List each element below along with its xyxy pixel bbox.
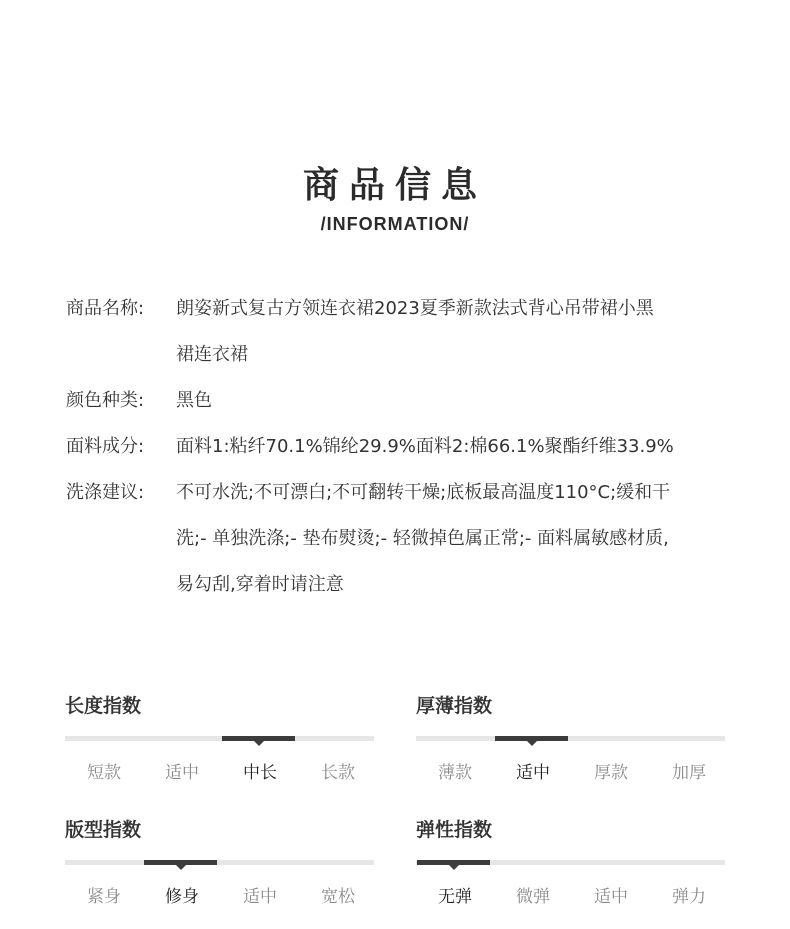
info-row-name <box>66 286 746 378</box>
pointer-icon <box>449 865 459 870</box>
index-title: 厚薄指数 <box>416 695 493 717</box>
info-label: 面料成分: <box>66 436 145 457</box>
index-track <box>65 736 374 741</box>
index-option: 长款 <box>321 763 355 783</box>
index-option: 薄款 <box>438 763 472 783</box>
index-option: 弹力 <box>672 887 706 907</box>
info-value <box>176 424 736 470</box>
index-option: 短款 <box>87 763 121 783</box>
info-value-line: 黑色 <box>176 390 212 411</box>
index-option: 适中 <box>594 887 628 907</box>
index-track <box>416 736 725 741</box>
info-value-line: 裙连衣裙 <box>176 344 248 365</box>
info-row-fabric <box>66 424 746 470</box>
pointer-icon <box>176 865 186 870</box>
info-row-care <box>66 470 746 608</box>
info-label: 商品名称: <box>66 298 145 319</box>
index-track <box>65 860 374 865</box>
section-subtitle: /INFORMATION/ <box>320 214 470 234</box>
index-option: 适中 <box>165 763 199 783</box>
index-option: 加厚 <box>672 763 706 783</box>
index-option: 宽松 <box>321 887 355 907</box>
info-row-color <box>66 378 746 424</box>
fit-index <box>65 815 374 907</box>
thickness-index <box>416 691 725 783</box>
pointer-icon <box>254 741 264 746</box>
index-title: 版型指数 <box>65 819 142 841</box>
info-value <box>176 378 736 424</box>
index-track <box>416 860 725 865</box>
index-selected-marker <box>222 736 295 741</box>
info-value-line: 洗;- 单独洗涤;- 垫布熨烫;- 轻微掉色属正常;- 面料属敏感材质, <box>176 528 669 549</box>
info-value <box>176 286 736 378</box>
info-value-line: 易勾刮,穿着时请注意 <box>176 574 344 595</box>
info-value-line: 不可水洗;不可漂白;不可翻转干燥;底板最高温度110°C;缓和干 <box>176 482 671 503</box>
index-option: 微弹 <box>516 887 550 907</box>
info-value <box>176 470 736 608</box>
index-option: 厚款 <box>594 763 628 783</box>
index-title: 长度指数 <box>65 695 142 717</box>
index-selected-marker <box>417 860 490 865</box>
product-info-list <box>66 286 746 608</box>
index-title: 弹性指数 <box>416 819 493 841</box>
info-label: 颜色种类: <box>66 390 145 411</box>
index-option: 适中 <box>516 763 550 783</box>
index-option: 无弹 <box>438 887 472 907</box>
length-index <box>65 691 374 783</box>
index-option: 修身 <box>165 887 199 907</box>
info-value-line: 朗姿新式复古方领连衣裙2023夏季新款法式背心吊带裙小黑 <box>176 298 654 319</box>
info-value-line: 面料1:粘纤70.1%锦纶29.9%面料2:棉66.1%聚酯纤维33.9% <box>176 436 674 457</box>
index-selected-marker <box>144 860 217 865</box>
info-label: 洗涤建议: <box>66 482 145 503</box>
index-option: 中长 <box>243 763 277 783</box>
section-title: 商品信息 <box>302 165 487 206</box>
pointer-icon <box>527 741 537 746</box>
elasticity-index <box>416 815 725 907</box>
index-selected-marker <box>495 736 568 741</box>
index-option: 适中 <box>243 887 277 907</box>
index-option: 紧身 <box>87 887 121 907</box>
